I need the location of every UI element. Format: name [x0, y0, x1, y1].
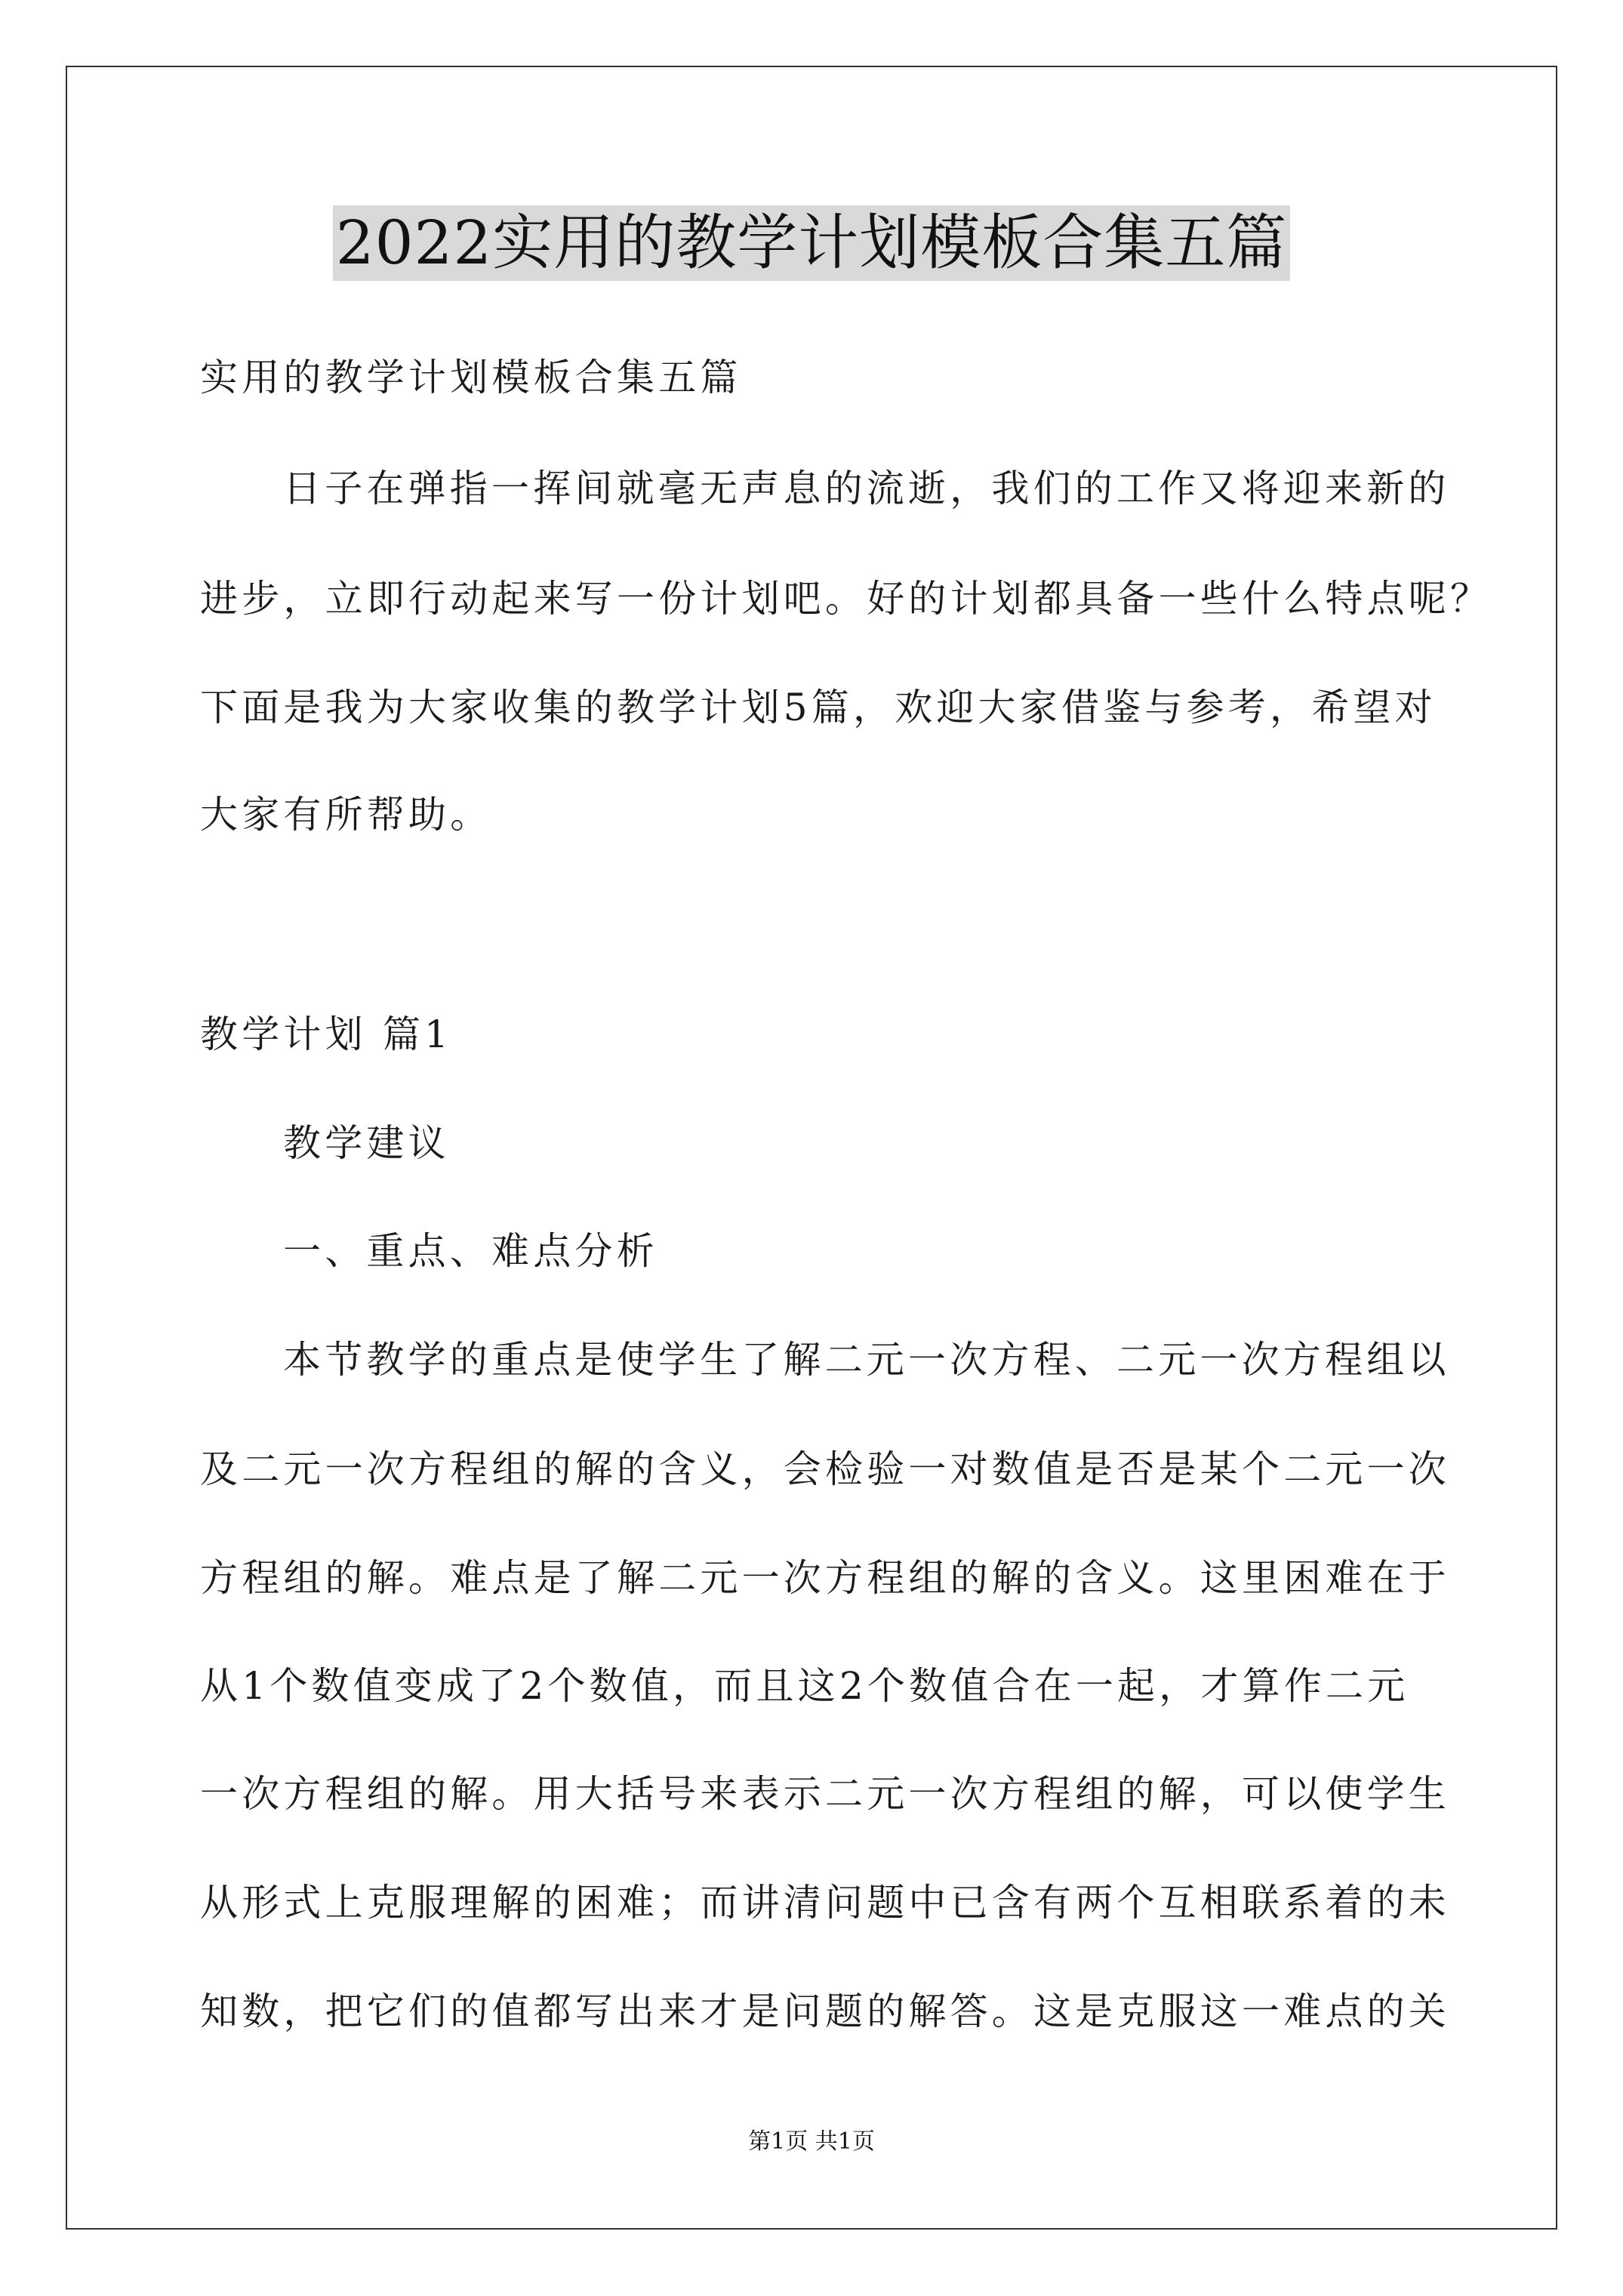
title-container	[0, 205, 1623, 281]
paragraph-line: 从1个数值变成了2个数值，而且这2个数值合在一起，才算作二元	[200, 1664, 1409, 1708]
paragraph-line: 本节教学的重点是使学生了解二元一次方程、二元一次方程组以	[283, 1338, 1450, 1382]
page-footer: 第1页 共1页	[748, 2128, 875, 2155]
paragraph-line: 从形式上克服理解的困难；而讲清问题中已含有两个互相联系着的未	[200, 1881, 1450, 1925]
section-heading: 教学计划 篇1	[200, 1012, 453, 1056]
subheading: 一、重点、难点分析	[283, 1229, 658, 1273]
subheading: 教学建议	[283, 1121, 450, 1165]
paragraph-line: 知数，把它们的值都写出来才是问题的解答。这是克服这一难点的关	[200, 1989, 1450, 2033]
paragraph-line: 及二元一次方程组的解的含义，会检验一对数值是否是某个二元一次	[200, 1447, 1450, 1491]
paragraph-line: 大家有所帮助。	[200, 793, 492, 837]
paragraph-line: 日子在弹指一挥间就毫无声息的流逝，我们的工作又将迎来新的	[283, 467, 1450, 510]
paragraph-line: 进步，立即行动起来写一份计划吧。好的计划都具备一些什么特点呢？	[200, 577, 1492, 621]
paragraph-line: 下面是我为大家收集的教学计划5篇，欢迎大家借鉴与参考，希望对	[200, 686, 1437, 729]
paragraph-line: 一次方程组的解。用大括号来表示二元一次方程组的解，可以使学生	[200, 1772, 1450, 1816]
document-title: 2022实用的教学计划模板合集五篇	[333, 205, 1291, 281]
subtitle-line: 实用的教学计划模板合集五篇	[200, 356, 742, 399]
paragraph-line: 方程组的解。难点是了解二元一次方程组的解的含义。这里困难在于	[200, 1556, 1450, 1600]
